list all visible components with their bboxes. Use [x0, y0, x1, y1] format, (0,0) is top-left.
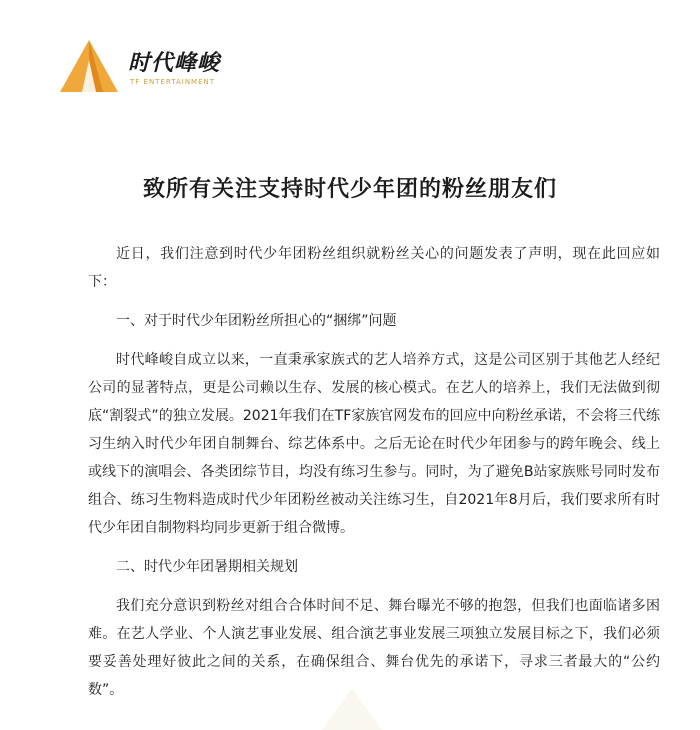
document-body — [88, 240, 660, 715]
section-2-paragraph: 我们充分意识到粉丝对组合合体时间不足、舞台曝光不够的抱怨，但我们也面临诸多困难。在艺人学业、个人演艺事业发展、组合演艺事业发展三项独立发展目标之下，我们必须要妥善处理好彼此之间的关系，在确保组合、舞台优先的承诺下，寻求三者最大的“公约数”。 — [88, 598, 660, 698]
intro-paragraph: 近日，我们注意到时代少年团粉丝组织就粉丝关心的问题发表了声明，现在此回应如下： — [88, 246, 660, 290]
logo-company-name: 时代峰峻 — [128, 50, 221, 76]
triangle-logo-icon — [58, 38, 120, 94]
page-title: 致所有关注支持时代少年团的粉丝朋友们 — [142, 177, 557, 202]
company-logo — [58, 38, 258, 98]
section-1-paragraph: 时代峰峻自成立以来，一直秉承家族式的艺人培养方式，这是公司区别于其他艺人经纪公司的显著特点，更是公司赖以生存、发展的核心模式。在艺人的培养上，我们无法做到彻底“割裂式”的独立发展。2021年我们在TF家族官网发布的回应中向粉丝承诺，不会将三代练习生纳入时代少年团自制舞台、综艺体系中。之后无论在时代少年团参与的跨年晚会、线上或线下的演唱会、各类团综节目，均没有练习生参与。同时，为了避免B站家族账号同时发布组合、练习生物料造成时代少年团粉丝被动关注练习生，自2021年8月后，我们要求所有时代少年团自制物料均同步更新于组合微博。 — [88, 352, 660, 536]
watermark-logo-icon — [322, 688, 382, 730]
section-2-heading: 二、时代少年团暑期相关规划 — [116, 559, 298, 575]
logo-company-subtitle: TF ENTERTAINMENT — [130, 78, 216, 86]
section-1-heading: 一、对于时代少年团粉丝所担心的“捆绑”问题 — [116, 313, 397, 329]
